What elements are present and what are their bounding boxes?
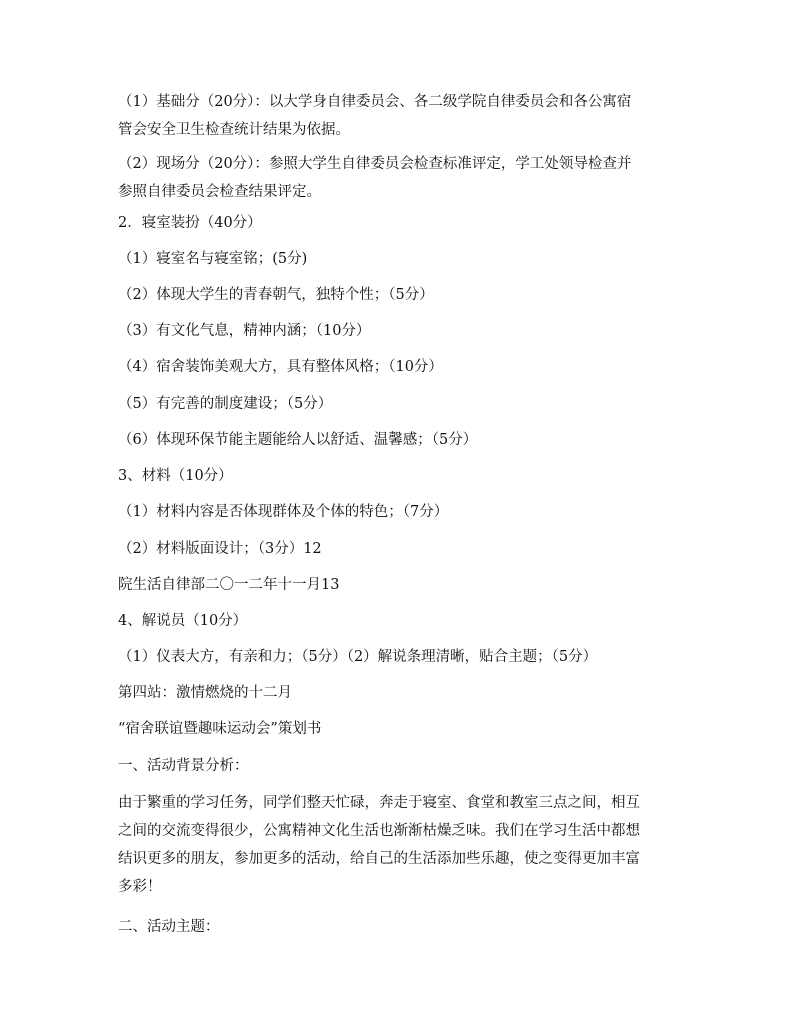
text-line: （2）现场分（20分）：参照大学生自律委员会检查标准评定，学工处领导检查并: [118, 156, 632, 172]
paragraph-basic-score: [118, 88, 688, 144]
paragraph-onsite-score: [118, 150, 688, 206]
list-item: （1）材料内容是否体现群体及个体的特色；（7分）: [118, 504, 449, 520]
section-dorm-decoration: 2．寝室装扮（40分）: [118, 215, 262, 231]
text-line: 参照自律委员会检查结果评定。: [118, 184, 321, 200]
text-line: （1）基础分（20分）：以大学身自律委员会、各二级学院自律委员会和各公寓宿: [118, 94, 632, 110]
section-theme: 二、活动主题：: [118, 919, 220, 935]
list-item: （2）体现大学生的青春朝气，独特个性；（5分）: [118, 287, 434, 303]
section-materials: 3、材料（10分）: [118, 468, 233, 484]
text-line: 管会安全卫生检查统计结果为依据。: [118, 122, 350, 138]
list-item: （5）有完善的制度建设；（5分）: [118, 396, 333, 412]
list-item: （1）寝室名与寝室铭；(5分): [118, 251, 308, 267]
text-line: 由于繁重的学习任务，同学们整天忙碌，奔走于寝室、食堂和教室三点之间，相互: [118, 795, 640, 811]
list-item: （2）材料版面设计；（3分）12: [118, 541, 322, 557]
text-line: 之间的交流变得很少，公寓精神文化生活也渐渐枯燥乏味。我们在学习生活中都想: [118, 823, 640, 839]
text-line: 多彩！: [118, 879, 162, 895]
text-line: 结识更多的朋友，参加更多的活动，给自己的生活添加些乐趣，使之变得更加丰富: [118, 851, 640, 867]
section-background: 一、活动背景分析：: [118, 758, 249, 774]
signature-line: 院生活自律部二〇一二年十一月13: [118, 577, 340, 593]
paragraph-background: [118, 789, 688, 901]
station-heading: 第四站：激情燃烧的十二月: [118, 685, 292, 701]
plan-title: “宿舍联谊暨趣味运动会”策划书: [118, 721, 322, 737]
list-item: （6）体现环保节能主题能给人以舒适、温馨感；（5分）: [118, 432, 478, 448]
list-item: （4）宿舍装饰美观大方，具有整体风格；（10分）: [118, 359, 443, 375]
list-item: （3）有文化气息，精神内涵；（10分）: [118, 323, 371, 339]
section-narrator: 4、解说员（10分）: [118, 613, 248, 629]
list-item: （1）仪表大方，有亲和力；（5分）（2）解说条理清晰，贴合主题；（5分）: [118, 649, 598, 665]
